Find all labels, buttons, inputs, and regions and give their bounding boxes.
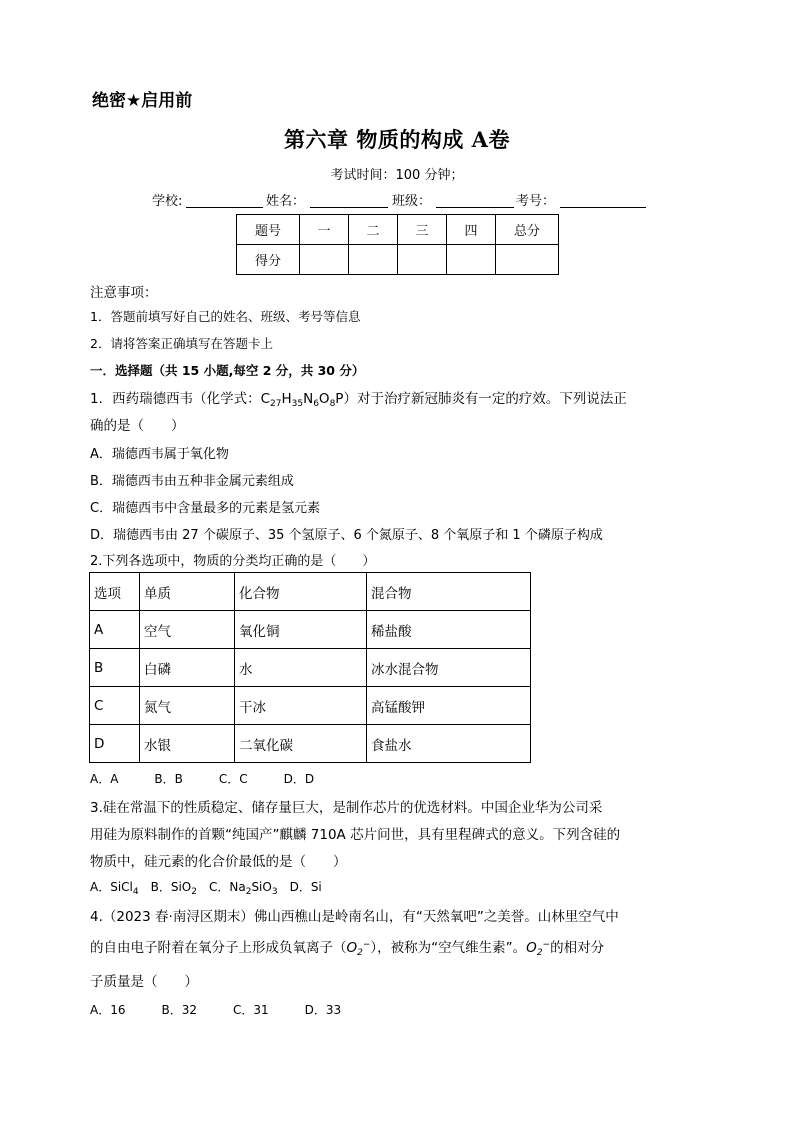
table-cell: 高锰酸钾	[367, 687, 531, 725]
page-title: 第六章 物质的构成 A卷	[284, 127, 510, 152]
confidential-label: 绝密★启用前	[92, 91, 193, 111]
q4-text: 的相对分	[550, 940, 605, 956]
school-label: 学校:	[152, 194, 183, 209]
table-cell: 食盐水	[367, 725, 531, 763]
question-1-stem	[90, 387, 627, 409]
note-item: 2．请将答案正确填写在答题卡上	[90, 336, 273, 351]
question-3-options	[90, 878, 322, 897]
formula-sub: 3	[271, 887, 278, 897]
question-4-stem: 4.（2023 春·南浔区期末）佛山西樵山是岭南名山，有“天然氧吧”之美誉。山林里空气中	[90, 909, 619, 925]
name-field[interactable]	[310, 207, 388, 208]
school-field[interactable]	[186, 207, 263, 208]
number-label: 考号：	[516, 194, 556, 209]
table-row	[90, 573, 531, 611]
formula-sub: 6	[313, 399, 319, 409]
classification-table	[89, 572, 531, 763]
ion-formula: $O_2^-$	[526, 940, 551, 958]
option-text: SiO	[251, 880, 272, 894]
score-cell[interactable]	[496, 245, 559, 275]
table-row	[90, 611, 531, 649]
formula-part: H	[281, 391, 292, 407]
table-cell: 稀盐酸	[367, 611, 531, 649]
formula-part: O	[318, 391, 330, 407]
formula-sub: 27	[270, 399, 282, 409]
table-cell: 水	[235, 649, 367, 687]
option-text: B．SiO	[138, 880, 192, 894]
table-cell: 化合物	[235, 573, 367, 611]
score-cell[interactable]	[300, 245, 349, 275]
q4-text: ），被称为“空气维生素”。	[370, 940, 527, 956]
table-row	[90, 649, 531, 687]
formula-part: N	[303, 391, 314, 407]
table-cell: 二	[349, 215, 398, 245]
table-cell: 空气	[140, 611, 235, 649]
table-cell: 白磷	[140, 649, 235, 687]
notes-heading: 注意事项：	[90, 285, 158, 301]
q4-text: 的自由电子附着在氧分子上形成负氧离子（	[90, 940, 347, 956]
table-cell: 氧化铜	[235, 611, 367, 649]
table-cell: 混合物	[367, 573, 531, 611]
ion-formula: $O_2^-$	[346, 940, 371, 958]
option-text: A．SiCl	[90, 880, 133, 894]
table-cell: 冰水混合物	[367, 649, 531, 687]
note-item: 1．答题前填写好自己的姓名、班级、考号等信息	[90, 309, 361, 324]
class-field[interactable]	[436, 207, 514, 208]
question-2-options: A．A B．B C．C D．D	[90, 772, 315, 786]
option-b: B．瑞德西韦由五种非金属元素组成	[90, 474, 294, 489]
question-3-stem-cont: 用硅为原料制作的首颗“纯国产”麒麟 710A 芯片问世，具有里程碑式的意义。下列含硅的	[90, 827, 621, 843]
formula-sub: 4	[132, 887, 139, 897]
table-cell: 二氧化碳	[235, 725, 367, 763]
name-label: 姓名：	[266, 194, 306, 209]
question-4-stem-cont: 子质量是（ ）	[90, 974, 198, 990]
formula-sub: 35	[291, 399, 304, 409]
option-c: C．瑞德西韦中含量最多的元素是氢元素	[90, 501, 321, 516]
score-cell[interactable]	[447, 245, 496, 275]
table-cell: D	[90, 725, 140, 763]
q1-text: P）对于治疗新冠肺炎有一定的疗效。下列说法正	[335, 391, 627, 407]
question-3-stem: 3.硅在常温下的性质稳定、储存量巨大，是制作芯片的优选材料。中国企业华为公司采	[90, 800, 603, 816]
table-row	[237, 245, 559, 275]
table-cell: 题号	[237, 215, 300, 245]
score-table	[236, 214, 559, 275]
q1-text: 1．西药瑞德西韦（化学式：C	[90, 391, 271, 407]
formula-sub: 8	[329, 399, 336, 409]
exam-time: 考试时间：100 分钟；	[330, 168, 464, 183]
table-cell: C	[90, 687, 140, 725]
question-2-stem: 2.下列各选项中，物质的分类均正确的是（ ）	[90, 554, 376, 569]
question-4-stem-cont	[90, 936, 604, 958]
table-cell: 干冰	[235, 687, 367, 725]
table-row	[237, 215, 559, 245]
question-3-stem-cont: 物质中，硅元素的化合价最低的是（ ）	[90, 854, 347, 870]
table-row	[90, 687, 531, 725]
option-a: A．瑞德西韦属于氧化物	[90, 447, 229, 462]
table-cell: B	[90, 649, 140, 687]
table-row	[90, 725, 531, 763]
option-text: C．Na	[196, 880, 246, 894]
table-cell: 单质	[140, 573, 235, 611]
formula-sub: 2	[245, 887, 252, 897]
table-cell: 得分	[237, 245, 300, 275]
table-cell: A	[90, 611, 140, 649]
table-cell: 总分	[496, 215, 559, 245]
section-heading: 一．选择题（共 15 小题,每空 2 分，共 30 分）	[90, 363, 365, 378]
option-d: D．瑞德西韦由 27 个碳原子、35 个氢原子、6 个氮原子、8 个氧原子和 1 个磷原子构成	[90, 528, 603, 543]
table-cell: 四	[447, 215, 496, 245]
question-4-options: A．16 B．32 C．31 D．33	[90, 1003, 342, 1017]
table-cell: 氮气	[140, 687, 235, 725]
score-cell[interactable]	[349, 245, 398, 275]
formula-sub: 2	[191, 887, 197, 897]
table-cell: 三	[398, 215, 447, 245]
number-field[interactable]	[560, 207, 646, 208]
option-text: D．Si	[277, 880, 322, 894]
question-1-stem-cont: 确的是（ ）	[90, 418, 185, 434]
table-cell: 一	[300, 215, 349, 245]
table-cell: 选项	[90, 573, 140, 611]
class-label: 班级：	[392, 194, 432, 209]
score-cell[interactable]	[398, 245, 447, 275]
table-cell: 水银	[140, 725, 235, 763]
